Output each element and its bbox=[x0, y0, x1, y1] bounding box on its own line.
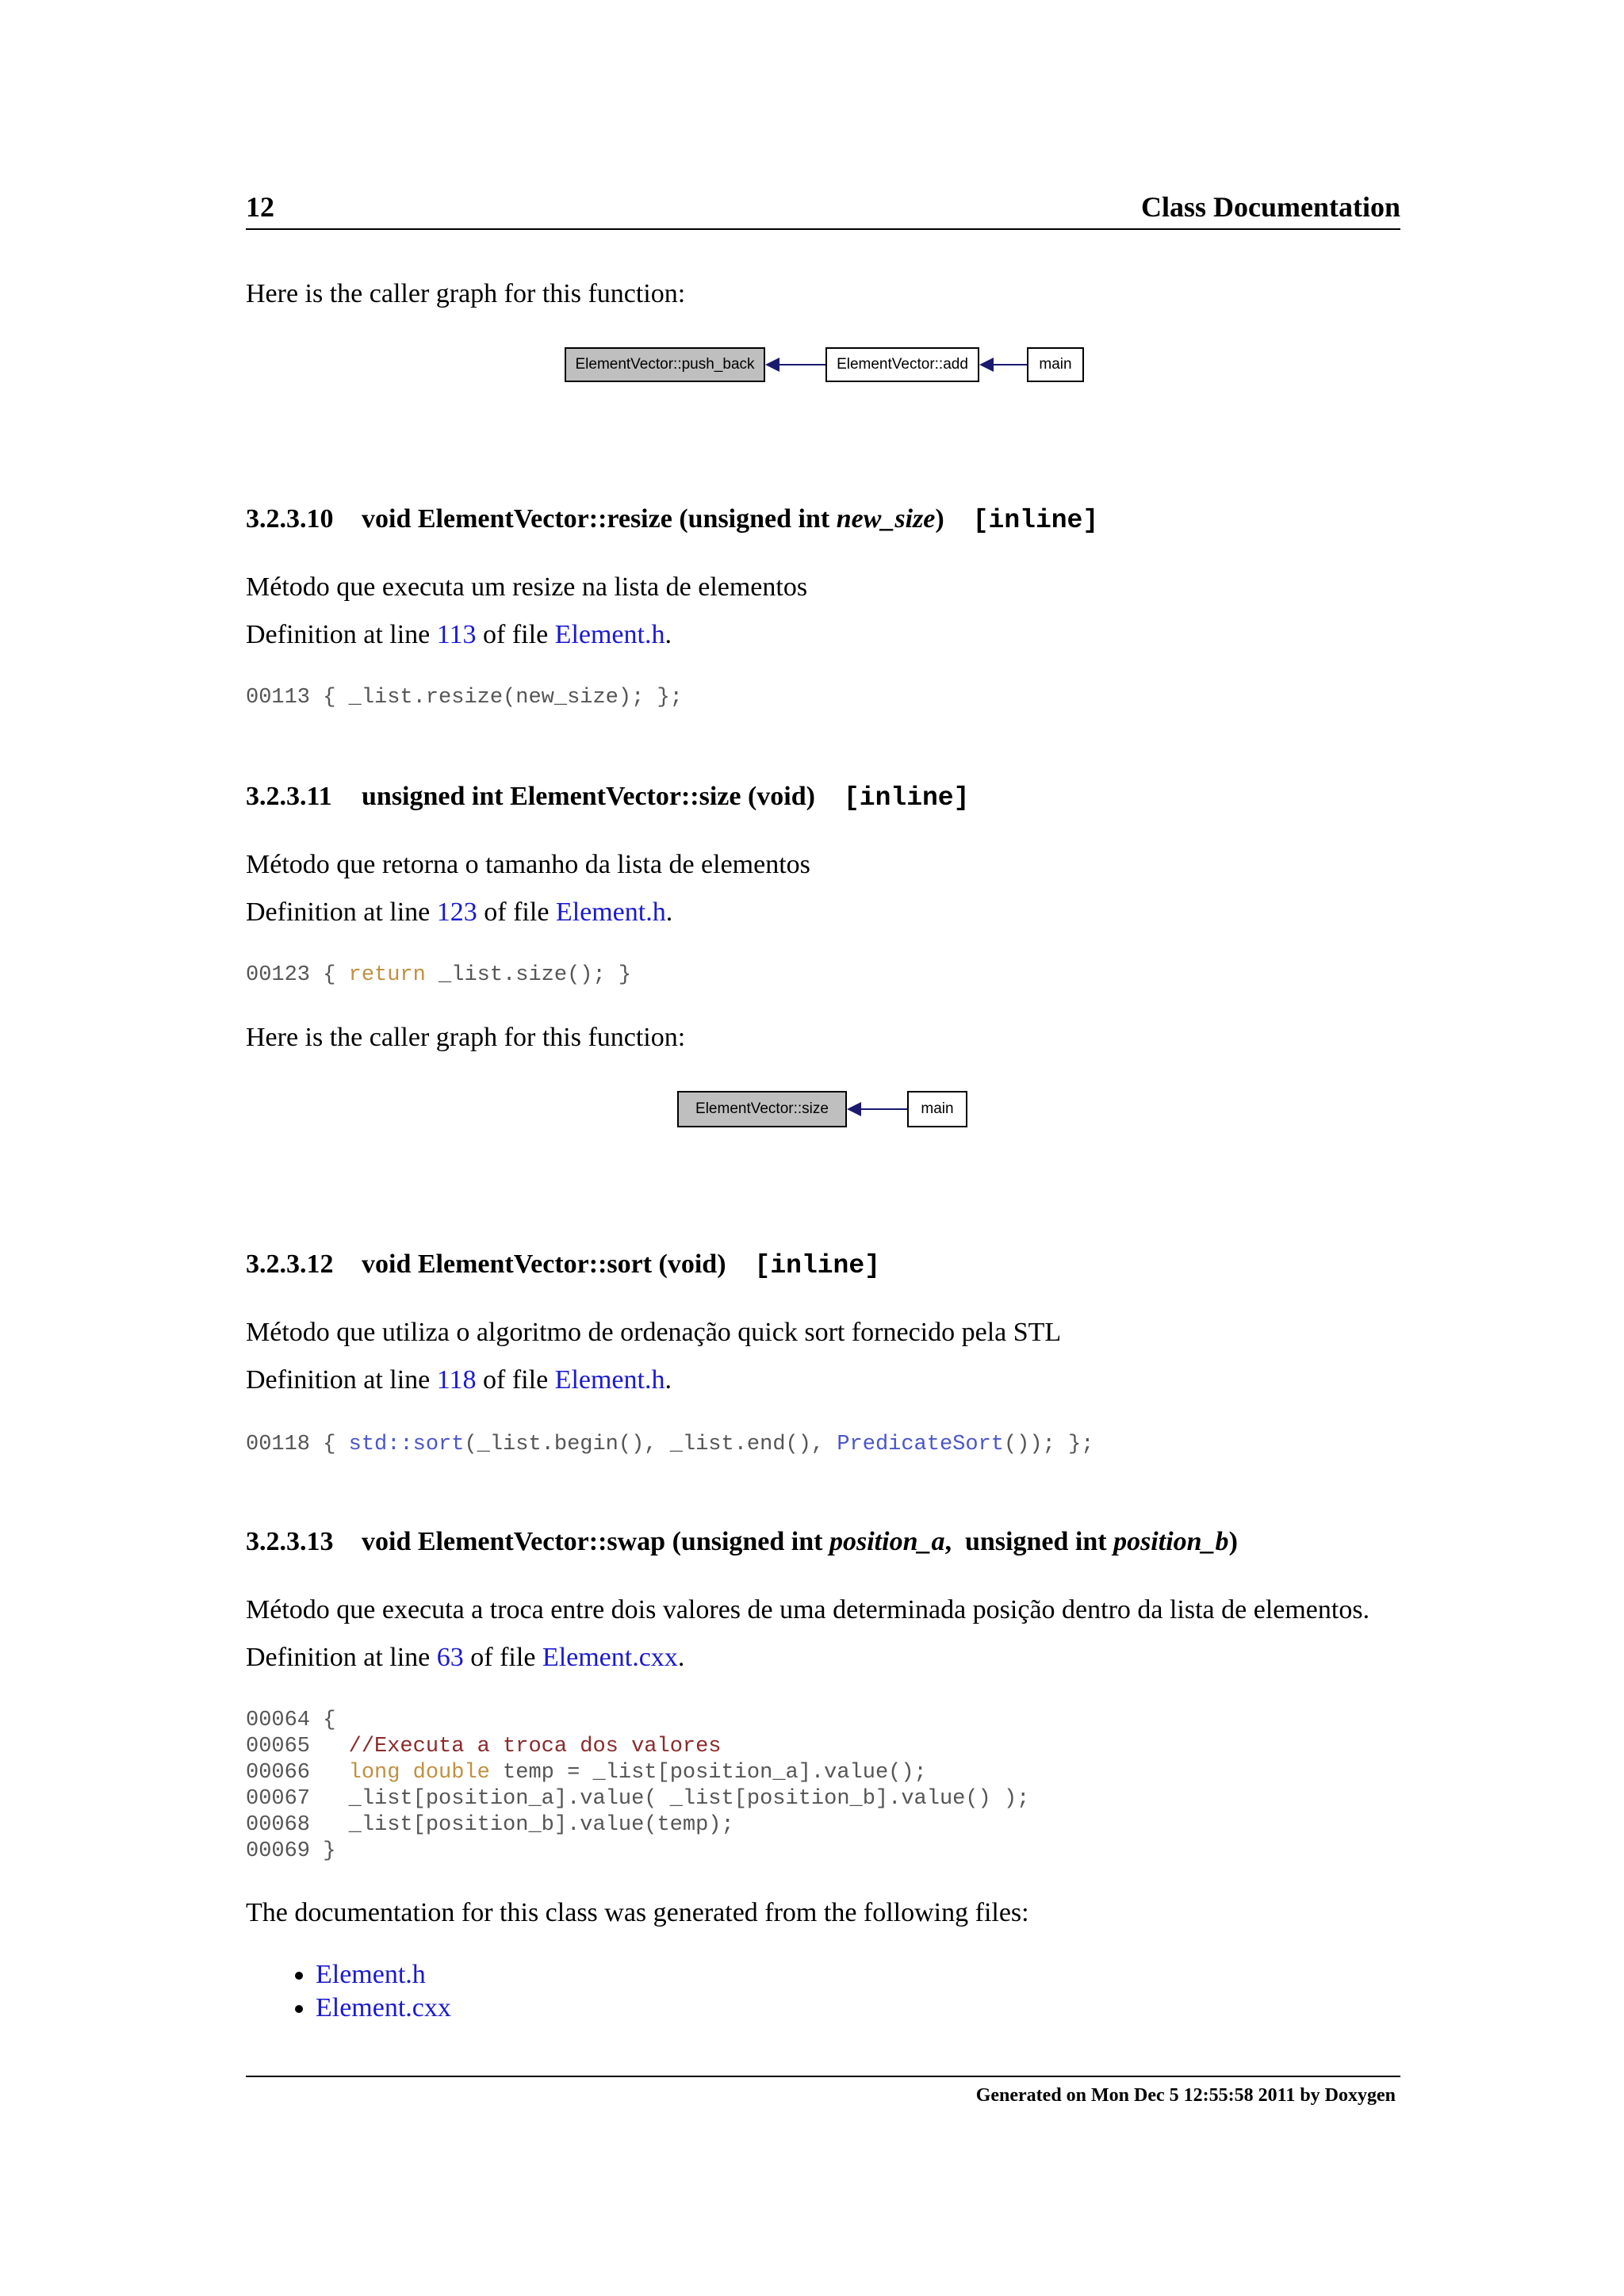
graph-node-push-back[interactable]: ElementVector::push_back bbox=[565, 347, 765, 382]
swap-definition: Definition at line 63 of file Element.cxx. bbox=[246, 1643, 685, 1672]
sort-definition: Definition at line 118 of file Element.h. bbox=[246, 1365, 672, 1395]
header-divider bbox=[246, 228, 1400, 230]
graph-node-size[interactable]: ElementVector::size bbox=[677, 1091, 847, 1127]
size-code: 00123 { return _list.size(); } bbox=[246, 963, 632, 987]
line-link[interactable]: 118 bbox=[436, 1365, 477, 1395]
file-link[interactable]: Element.h bbox=[555, 897, 666, 927]
page-number: 12 bbox=[246, 191, 274, 223]
resize-description: Método que executa um resize na lista de elementos bbox=[246, 572, 808, 602]
line-link[interactable]: 63 bbox=[436, 1643, 464, 1672]
graph-edge bbox=[779, 364, 825, 365]
size-definition: Definition at line 123 of file Element.h. bbox=[246, 897, 673, 927]
graph-node-main[interactable]: main bbox=[1027, 347, 1084, 382]
caller-graph-label: Here is the caller graph for this function: bbox=[246, 279, 686, 308]
file-link[interactable]: Element.h bbox=[554, 1365, 665, 1395]
sort-description: Método que utiliza o algoritmo de ordenação quick sort fornecido pela STL bbox=[246, 1318, 1062, 1347]
list-item bbox=[316, 1992, 451, 2025]
files-list bbox=[278, 1958, 451, 2025]
code-link[interactable]: std::sort bbox=[348, 1433, 465, 1456]
swap-description: Método que executa a troca entre dois valores de uma determinada posição dentro da lista de elementos. bbox=[246, 1595, 1370, 1624]
graph-node-main[interactable]: main bbox=[907, 1091, 967, 1127]
file-link[interactable]: Element.h bbox=[554, 620, 665, 649]
graph-edge bbox=[861, 1108, 907, 1110]
graph-node-add[interactable]: ElementVector::add bbox=[825, 347, 979, 382]
footer-divider bbox=[246, 2076, 1400, 2077]
caller-graph-label: Here is the caller graph for this function: bbox=[246, 1023, 686, 1052]
graph-arrow-head bbox=[765, 358, 779, 372]
resize-definition: Definition at line 113 of file Element.h. bbox=[246, 620, 672, 649]
resize-code: 00113 { _list.resize(new_size); }; bbox=[246, 686, 683, 710]
section-header-title: Class Documentation bbox=[1140, 191, 1400, 223]
sort-code: 00118 { std::sort(_list.begin(), _list.end(), PredicateSort()); }; bbox=[246, 1433, 1094, 1456]
section-heading-swap: 3.2.3.13 void ElementVector::swap (unsigned int position_a, unsigned int position_b) bbox=[246, 1527, 1238, 1556]
section-heading-size: 3.2.3.11 unsigned int ElementVector::size (void) [inline] bbox=[246, 782, 970, 813]
file-link[interactable]: Element.cxx bbox=[542, 1643, 678, 1672]
list-item bbox=[316, 1958, 451, 1992]
files-intro: The documentation for this class was generated from the following files: bbox=[246, 1898, 1029, 1927]
section-heading-sort: 3.2.3.12 void ElementVector::sort (void) [inline] bbox=[246, 1249, 880, 1280]
file-link[interactable]: Element.cxx bbox=[316, 1993, 451, 2022]
file-link[interactable]: Element.h bbox=[316, 1960, 426, 1989]
section-heading-resize: 3.2.3.10 void ElementVector::resize (unsigned int new_size) [inline] bbox=[246, 504, 1099, 535]
line-link[interactable]: 123 bbox=[436, 897, 477, 927]
code-link[interactable]: PredicateSort bbox=[837, 1433, 1004, 1456]
size-description: Método que retorna o tamanho da lista de elementos bbox=[246, 850, 810, 879]
line-link[interactable]: 113 bbox=[436, 620, 477, 649]
graph-arrow-head bbox=[847, 1102, 861, 1116]
footer-generated: Generated on Mon Dec 5 12:55:58 2011 by Doxygen bbox=[975, 2085, 1396, 2106]
swap-code: 00064 { 00065 //Executa a troca dos valores 00066 long double temp = _list[position_a].value(); 00067 _list[position_a].value( _list[position_b].value() ); 00068 _list[position_b].value(temp); 00069 } bbox=[246, 1709, 1030, 1863]
graph-arrow-head bbox=[979, 358, 994, 372]
